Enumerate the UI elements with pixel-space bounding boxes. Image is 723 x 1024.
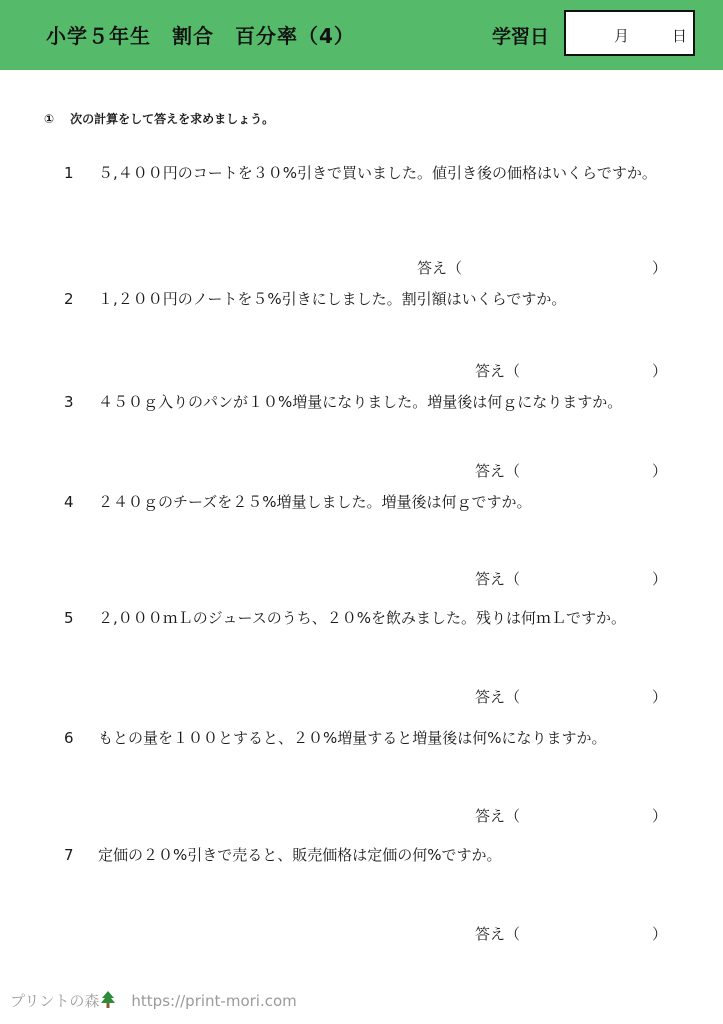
- question-number: 5: [64, 609, 74, 627]
- question-text: ５,４００円のコートを３０%引きで買いました。値引き後の価格はいくらですか。: [98, 164, 657, 182]
- answer-line-2[interactable]: [0, 359, 723, 383]
- question-4: [64, 490, 664, 515]
- answer-label: 答え（: [417, 259, 463, 277]
- answer-label: 答え（: [475, 688, 521, 706]
- answer-close-paren: ）: [652, 925, 668, 943]
- study-date-label: 学習日: [492, 26, 550, 48]
- answer-close-paren: ）: [652, 462, 668, 480]
- question-2: [64, 287, 664, 312]
- answer-line-4[interactable]: [0, 567, 723, 591]
- answer-line-1[interactable]: [0, 256, 723, 280]
- answer-label: 答え（: [475, 925, 521, 943]
- question-number: 3: [64, 393, 74, 411]
- question-text: 定価の２０%引きで売ると、販売価格は定価の何%ですか。: [98, 846, 502, 864]
- question-text: ２,０００ｍＬのジュースのうち、２０%を飲みました。残りは何ｍＬですか。: [98, 609, 626, 627]
- answer-label: 答え（: [475, 362, 521, 380]
- month-label: 月: [614, 27, 630, 45]
- tree-icon: [101, 991, 115, 1012]
- question-text: ４５０ｇ入りのパンが１０%増量になりました。増量後は何ｇになりますか。: [98, 393, 623, 411]
- question-number: 2: [64, 290, 74, 308]
- question-text: ２４０ｇのチーズを２５%増量しました。増量後は何ｇですか。: [98, 493, 532, 511]
- answer-close-paren: ）: [652, 807, 668, 825]
- question-6: [64, 726, 664, 751]
- footer: [10, 990, 297, 1012]
- study-date-field[interactable]: [564, 10, 695, 56]
- instruction: [44, 110, 274, 127]
- answer-close-paren: ）: [652, 688, 668, 706]
- question-text: １,２００円のノートを５%引きにしました。割引額はいくらですか。: [98, 290, 567, 308]
- question-number: 7: [64, 846, 74, 864]
- question-number: 6: [64, 729, 74, 747]
- answer-line-3[interactable]: [0, 459, 723, 483]
- site-name: プリントの森: [10, 992, 100, 1010]
- page-title: 小学５年生 割合 百分率（4）: [46, 24, 355, 48]
- answer-line-6[interactable]: [0, 804, 723, 828]
- answer-close-paren: ）: [652, 362, 668, 380]
- question-text: もとの量を１００とすると、２０%増量すると増量後は何%になりますか。: [98, 729, 607, 747]
- question-number: 4: [64, 493, 74, 511]
- question-3: [64, 390, 664, 415]
- question-7: [64, 843, 664, 868]
- question-1: [64, 161, 664, 186]
- header-bar: [0, 0, 723, 70]
- answer-label: 答え（: [475, 570, 521, 588]
- answer-label: 答え（: [475, 807, 521, 825]
- question-5: [64, 606, 664, 631]
- question-number: 1: [64, 164, 74, 182]
- instruction-text: 次の計算をして答えを求めましょう。: [70, 112, 275, 126]
- answer-line-5[interactable]: [0, 685, 723, 709]
- section-marker: ①: [44, 112, 55, 126]
- day-label: 日: [672, 27, 688, 45]
- answer-label: 答え（: [475, 462, 521, 480]
- site-url-link[interactable]: https://print-mori.com: [131, 992, 297, 1010]
- answer-close-paren: ）: [652, 259, 668, 277]
- answer-close-paren: ）: [652, 570, 668, 588]
- answer-line-7[interactable]: [0, 922, 723, 946]
